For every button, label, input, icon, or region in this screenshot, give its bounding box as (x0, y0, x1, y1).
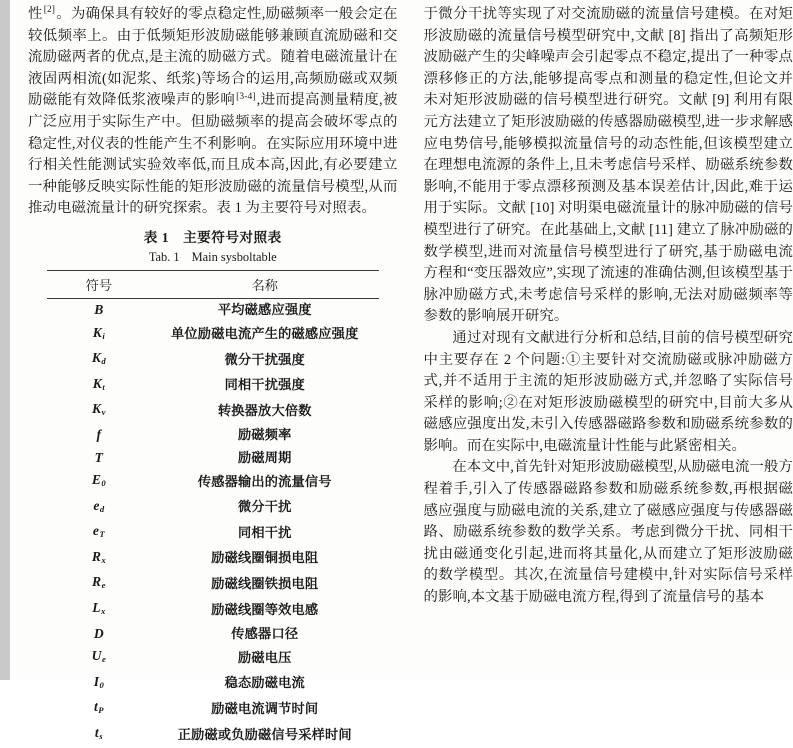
citation-ref-2: [2] (43, 5, 56, 15)
cell-symbol: B (47, 298, 151, 321)
table-caption-cn-label: 表 1 (144, 230, 169, 245)
cell-name: 正励磁或负励磁信号采样时间 (151, 722, 379, 748)
table-row (47, 722, 379, 748)
cell-name: 单位励磁电流产生的磁感应强度 (151, 322, 379, 348)
cell-symbol: $E_0$ (47, 469, 151, 495)
symbol-subscript: s (99, 731, 103, 741)
table-caption-en-label: Tab. 1 (149, 250, 180, 264)
scan-edge-artifact (0, 0, 10, 680)
paragraph-segment: ,进而提高测量精度,被广泛应用于实际生产中。但励磁频率的提高会破坏零点的稳定性,对仪表的性能产生不利影响。在实际应用环境中进行相关性能测试实验效率低,而且成本高,因此,有必要建立一种能够反映实际性能的矩形波励磁的流量信号模型,从而推动电磁流量计的研究探索。表 1 为主要符号对照表。 (28, 92, 398, 216)
paragraph-segment: 性 (28, 6, 43, 22)
table-row (47, 520, 379, 546)
cell-name: 传感器输出的流量信号 (151, 469, 379, 495)
symbol-subscript: P (98, 705, 104, 715)
cell-symbol: $R_e$ (47, 571, 151, 597)
cell-name: 平均磁感应强度 (151, 298, 379, 321)
table-row (47, 447, 379, 470)
cell-symbol: f (47, 424, 151, 447)
table-row (47, 623, 379, 646)
table-row (47, 495, 379, 521)
symbol-reference-table (47, 270, 379, 748)
cell-name: 传感器口径 (151, 623, 379, 646)
cell-symbol: $K_d$ (47, 347, 151, 373)
left-paragraph-1 (28, 4, 398, 220)
symbol-subscript: i (102, 331, 105, 341)
symbol-subscript: v (101, 407, 105, 417)
table-row (47, 696, 379, 722)
symbol-subscript: T (99, 529, 105, 539)
cell-name: 微分干扰强度 (151, 347, 379, 373)
symbol-subscript: e (101, 580, 105, 590)
column-header-name: 名称 (151, 270, 379, 298)
right-paragraph-2: 通过对现有文献进行分析和总结,目前的信号模型研究中主要存在 2 个问题:①主要针对交流励磁或脉冲励磁方式,并不适用于主流的矩形波励磁方式,并忽略了实际信号采样的影响;②在对矩形波励磁模型的研究中,目前大多从磁感应强度出发,未引入传感器磁路参数和励磁系统参数的影响。而在实际中,电磁流量计性能与此紧密相关。 (424, 328, 793, 458)
table-body (47, 298, 379, 747)
cell-symbol: $R_x$ (47, 546, 151, 572)
cell-name: 励磁线圈等效电感 (151, 597, 379, 623)
cell-name: 微分干扰 (151, 495, 379, 521)
right-paragraph-1: 于微分干扰等实现了对交流励磁的流量信号建模。在对矩形波励磁的流量信号模型研究中,文献 [8] 指出了高频矩形波励磁产生的尖峰噪声会引起零点不稳定,提出了一种零点漂移修正的方法,能够提高零点和测量的稳定性,但论文并未对矩形波励磁的信号模型进行研究。文献 [9] 利用有限元方法建立了矩形波励磁的传感器励磁模型,进一步求解感应电势信号,能够模拟流量信号的动态性能,但该模型建立在理想电流源的条件上,且未考虑信号采样、励磁系统参数影响,不能用于零点漂移预测及基本误差估计,因此,难于运用于实际。文献 [10] 对明渠电磁流量计的脉冲励磁的信号模型进行了研究。在此基础上,文献 [11] 建立了脉冲励磁的数学模型,进而对流量信号模型进行了研究,基于励磁电流方程和“变压器效应”,实现了流速的准确估测,但该模型基于脉冲励磁方式,未考虑信号采样的影响,无法对励磁频率等参数的影响展开研究。 (424, 4, 793, 328)
cell-name: 同相干扰 (151, 520, 379, 546)
cell-name: 励磁频率 (151, 424, 379, 447)
symbol-subscript: x (101, 606, 106, 616)
cell-symbol: $t_s$ (47, 722, 151, 748)
symbol-subscript: 0 (99, 680, 104, 690)
cell-symbol: T (47, 447, 151, 470)
table-row (47, 571, 379, 597)
citation-ref-3-4: [3-4] (235, 92, 257, 102)
right-paragraph-3: 在本文中,首先针对矩形波励磁模型,从励磁电流一般方程着手,引入了传感器磁路参数和励磁系统参数,再根据磁感应强度与励磁电流的关系,建立了磁感应强度与传感器磁路、励磁系统参数的数学关系。考虑到微分干扰、同相干扰由磁通变化引起,进而将其量化,从而建立了矩形波励磁的数学模型。其次,在流量信号建模中,针对实际信号采样的影响,本文基于励磁电流方程,得到了流量信号的基本 (424, 457, 793, 608)
cell-name: 励磁周期 (151, 447, 379, 470)
table-caption-chinese (28, 228, 398, 248)
table-row (47, 298, 379, 321)
cell-symbol: $U_e$ (47, 645, 151, 671)
cell-symbol: $I_0$ (47, 671, 151, 697)
table-row (47, 347, 379, 373)
table-row (47, 398, 379, 424)
table-row (47, 469, 379, 495)
right-column (424, 0, 793, 680)
cell-name: 稳态励磁电流 (151, 671, 379, 697)
cell-name: 励磁电流调节时间 (151, 696, 379, 722)
two-column-body (10, 0, 793, 680)
table-row (47, 424, 379, 447)
cell-symbol: $K_v$ (47, 398, 151, 424)
table-row (47, 546, 379, 572)
cell-symbol: $e_d$ (47, 495, 151, 521)
cell-symbol: D (47, 623, 151, 646)
cell-symbol: $K_i$ (47, 322, 151, 348)
symbol-subscript: t (102, 382, 105, 392)
cell-name: 励磁电压 (151, 645, 379, 671)
symbol-subscript: d (99, 504, 104, 514)
table-header-row (47, 270, 379, 298)
cell-symbol: $t_P$ (47, 696, 151, 722)
table-caption-cn-title: 主要符号对照表 (183, 230, 282, 245)
symbol-table-block (28, 228, 398, 748)
symbol-subscript: e (102, 654, 106, 664)
cell-name: 转换器放大倍数 (151, 398, 379, 424)
table-row (47, 645, 379, 671)
symbol-subscript: x (101, 555, 106, 565)
cell-symbol: $K_t$ (47, 373, 151, 399)
left-column (28, 0, 398, 680)
table-row (47, 671, 379, 697)
table-head (47, 270, 379, 298)
paragraph-segment: 。为确保具有较好的零点稳定性,励磁频率一般会定在较低频率上。由于低频矩形波励磁能够兼顾直流励磁和交流励磁两者的优点,是主流的励磁方式。随着电磁流量计在液固两相流(如泥浆、纸浆)等场合的运用,高频励磁或双频励磁能有效降低浆液噪声的影响 (28, 6, 398, 108)
column-header-symbol: 符号 (47, 270, 151, 298)
symbol-subscript: d (101, 356, 106, 366)
table-caption-english (28, 248, 398, 267)
cell-name: 励磁线圈铜损电阻 (151, 546, 379, 572)
cell-name: 励磁线圈铁损电阻 (151, 571, 379, 597)
cell-symbol: $e_T$ (47, 520, 151, 546)
table-caption-en-title: Main sysboltable (192, 250, 277, 264)
table-row (47, 322, 379, 348)
symbol-subscript: 0 (101, 478, 106, 488)
table-row (47, 597, 379, 623)
table-row (47, 373, 379, 399)
cell-symbol: $L_x$ (47, 597, 151, 623)
cell-name: 同相干扰强度 (151, 373, 379, 399)
